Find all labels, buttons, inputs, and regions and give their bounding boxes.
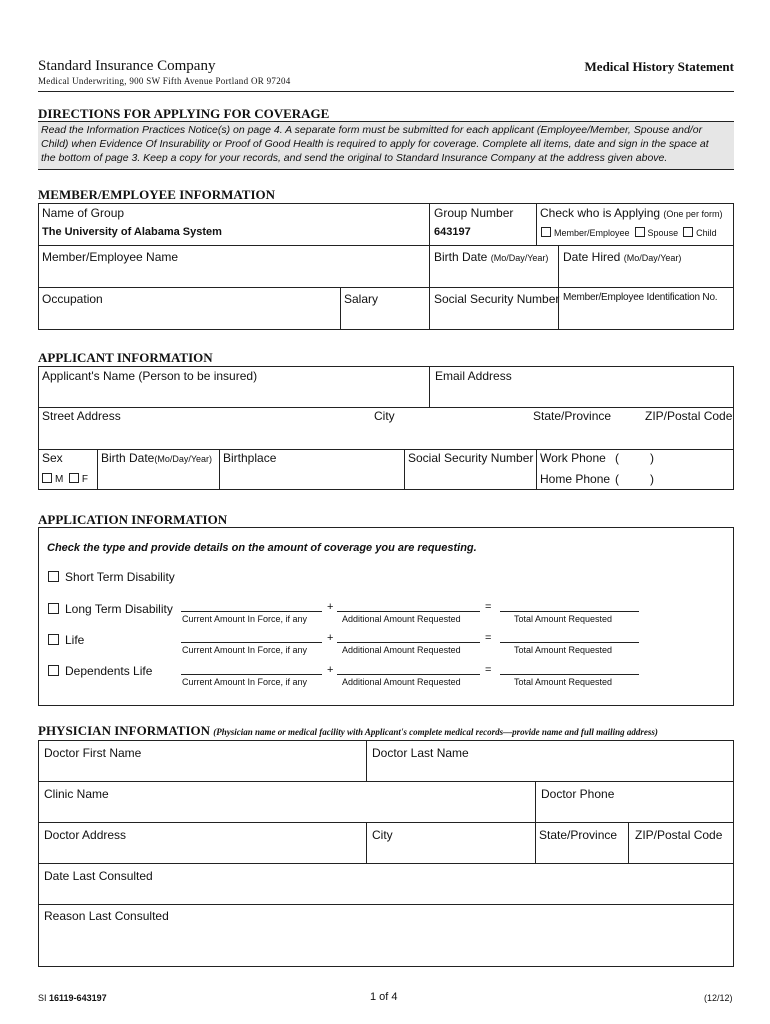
ltd-total-line[interactable]	[500, 611, 639, 612]
doctor-last-name-label: Doctor Last Name	[372, 746, 469, 760]
doctor-last-name-field[interactable]	[370, 760, 732, 779]
occupation-label: Occupation	[42, 292, 103, 306]
salary-label: Salary	[344, 292, 379, 306]
reason-last-consulted-label: Reason Last Consulted	[44, 909, 169, 923]
physician-heading: PHYSICIAN INFORMATION (Physician name or medical facility with Applicant's complete medical records—provide name and full mailing address)	[38, 723, 658, 738]
applicant-birth-date-field[interactable]	[101, 465, 215, 488]
directions-line-1: Read the Information Practices Notice(s) on page 4. A separate form must be submitted for each applicant (Employee/Member, Spouse and/or	[41, 124, 703, 136]
directions-line-3: the bottom of page 3. Keep a copy for your records, and send the original to Standard Insurance Company at the address given above.	[41, 152, 668, 164]
life-option[interactable]: Life	[48, 633, 84, 647]
doctor-address-label: Doctor Address	[44, 828, 127, 842]
group-number-label: Group Number	[434, 206, 514, 220]
doctor-first-name-field[interactable]	[43, 760, 363, 779]
work-phone-paren-close: )	[650, 451, 654, 465]
header-rule	[38, 91, 734, 92]
doctor-phone-label: Doctor Phone	[541, 787, 615, 801]
group-name-label: Name of Group	[42, 206, 125, 220]
occupation-field[interactable]	[42, 305, 336, 328]
dep-life-current-line[interactable]	[181, 674, 322, 675]
child-checkbox[interactable]	[683, 227, 693, 237]
member-name-label: Member/Employee Name	[42, 250, 179, 264]
member-heading: MEMBER/EMPLOYEE INFORMATION	[38, 187, 276, 202]
doctor-city-field[interactable]	[370, 842, 532, 861]
form-title: Medical History Statement	[584, 59, 734, 74]
work-phone-paren-open: (	[615, 451, 619, 465]
salary-field[interactable]	[344, 305, 426, 328]
ltd-additional-line[interactable]	[337, 611, 480, 612]
reason-last-consulted-field[interactable]	[43, 924, 732, 964]
birthplace-label: Birthplace	[223, 451, 277, 465]
date-hired-label: Date Hired (Mo/Day/Year)	[563, 250, 682, 264]
city-label: City	[374, 409, 395, 423]
applicant-type-options: Member/Employee Spouse Child	[541, 227, 717, 238]
life-additional-line[interactable]	[337, 642, 480, 643]
group-name-value[interactable]: The University of Alabama System	[42, 226, 222, 238]
home-phone-paren-open: (	[615, 472, 619, 486]
dep-life-option[interactable]: Dependents Life	[48, 664, 152, 678]
doctor-address-field[interactable]	[43, 842, 363, 861]
check-who-label: Check who is Applying (One per form)	[540, 206, 723, 220]
std-checkbox[interactable]	[48, 571, 59, 582]
member-name-field[interactable]	[42, 262, 425, 285]
application-instruction: Check the type and provide details on the amount of coverage you are requesting.	[47, 542, 477, 554]
doctor-state-label: State/Province	[539, 828, 618, 842]
state-label: State/Province	[533, 409, 612, 423]
zip-label: ZIP/Postal Code	[645, 409, 733, 423]
member-id-label: Member/Employee Identification No.	[563, 292, 718, 303]
work-phone-field[interactable]	[660, 451, 732, 467]
member-birth-date-label: Birth Date (Mo/Day/Year)	[434, 250, 549, 264]
member-ssn-field[interactable]	[433, 305, 555, 328]
applicant-name-label: Applicant's Name (Person to be insured)	[42, 369, 258, 383]
company-address: Medical Underwriting, 900 SW Fifth Avenue Portland OR 97204	[38, 76, 291, 86]
directions-heading: DIRECTIONS FOR APPLYING FOR COVERAGE	[38, 106, 330, 121]
clinic-name-field[interactable]	[43, 801, 532, 820]
email-field[interactable]	[434, 383, 732, 405]
applicant-heading: APPLICANT INFORMATION	[38, 350, 213, 365]
date-last-consulted-label: Date Last Consulted	[44, 869, 153, 883]
application-heading: APPLICATION INFORMATION	[38, 512, 228, 527]
clinic-name-label: Clinic Name	[44, 787, 109, 801]
sex-label: Sex	[42, 451, 63, 465]
life-current-line[interactable]	[181, 642, 322, 643]
home-phone-paren-close: )	[650, 472, 654, 486]
address-field[interactable]	[42, 424, 732, 447]
doctor-state-field[interactable]	[539, 842, 625, 861]
spouse-checkbox[interactable]	[635, 227, 645, 237]
std-option[interactable]: Short Term Disability	[48, 570, 175, 584]
page-number: 1 of 4	[370, 991, 398, 1003]
doctor-city-label: City	[372, 828, 393, 842]
birthplace-field[interactable]	[223, 465, 401, 488]
dep-life-checkbox[interactable]	[48, 665, 59, 676]
company-name: Standard Insurance Company	[38, 58, 216, 74]
member-ssn-label: Social Security Number	[434, 292, 560, 306]
sex-options: M F	[42, 473, 88, 485]
street-label: Street Address	[42, 409, 121, 423]
group-number-value[interactable]: 643197	[434, 226, 471, 238]
dep-life-additional-line[interactable]	[337, 674, 480, 675]
email-label: Email Address	[435, 369, 512, 383]
sex-m-checkbox[interactable]	[42, 473, 52, 483]
date-last-consulted-field[interactable]	[43, 883, 732, 902]
doctor-first-name-label: Doctor First Name	[44, 746, 142, 760]
member-birth-date-field[interactable]	[433, 262, 555, 285]
ltd-option[interactable]: Long Term Disability	[48, 602, 173, 616]
doctor-zip-field[interactable]	[632, 842, 732, 861]
sex-f-checkbox[interactable]	[69, 473, 79, 483]
applicant-birth-date-label: Birth Date(Mo/Day/Year)	[101, 451, 213, 465]
directions-box	[38, 121, 734, 170]
life-total-line[interactable]	[500, 642, 639, 643]
life-checkbox[interactable]	[48, 634, 59, 645]
date-hired-field[interactable]	[562, 262, 732, 285]
applicant-ssn-label: Social Security Number	[408, 451, 534, 465]
member-employee-checkbox[interactable]	[541, 227, 551, 237]
doctor-zip-label: ZIP/Postal Code	[635, 828, 723, 842]
work-phone-label: Work Phone	[540, 451, 606, 465]
revision-date: (12/12)	[704, 993, 733, 1003]
applicant-name-field[interactable]	[42, 383, 425, 405]
applicant-ssn-field[interactable]	[408, 465, 533, 488]
ltd-checkbox[interactable]	[48, 603, 59, 614]
form-number: SI 16119-643197	[38, 993, 107, 1003]
directions-line-2: Child) when Evidence Of Insurability or Proof of Good Health is required to apply for coverage. Complete all items, date and sign in the space at	[41, 138, 709, 150]
doctor-phone-field[interactable]	[540, 801, 732, 820]
home-phone-label: Home Phone	[540, 472, 611, 486]
home-phone-field[interactable]	[660, 472, 732, 488]
physician-heading-note: (Physician name or medical facility with Applicant's complete medical records—provide name and full mailing address)	[213, 727, 658, 737]
member-id-field[interactable]	[562, 305, 732, 328]
dep-life-total-line[interactable]	[500, 674, 639, 675]
ltd-current-line[interactable]	[181, 611, 322, 612]
